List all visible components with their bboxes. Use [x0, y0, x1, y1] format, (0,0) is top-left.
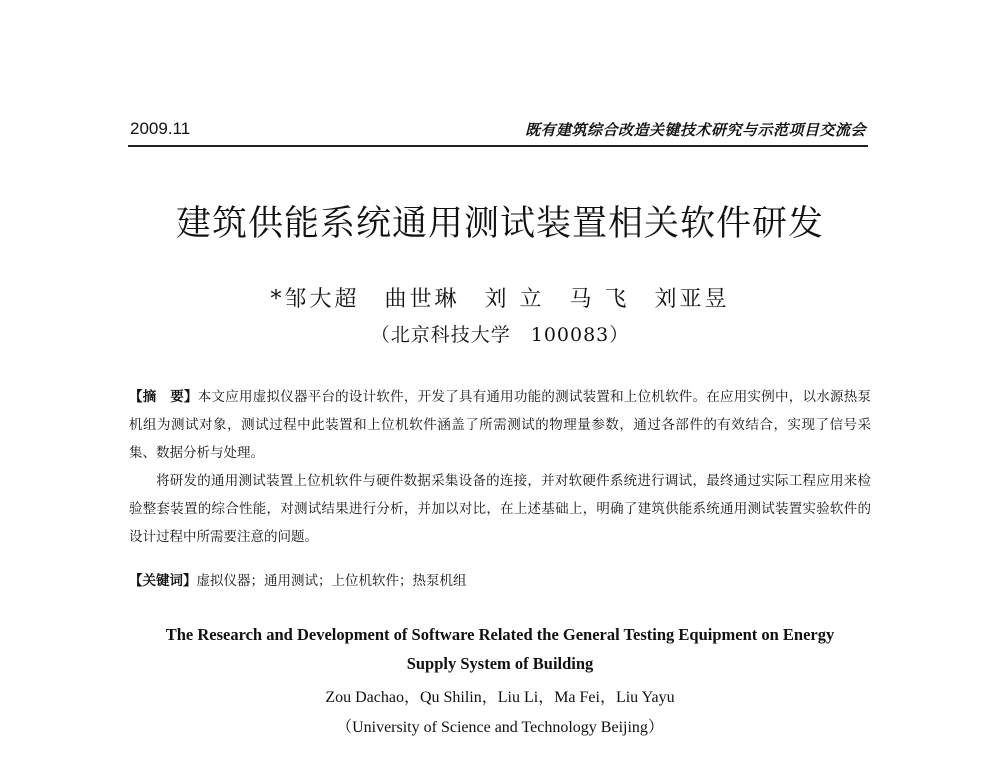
- conference-name: 既有建筑综合改造关键技术研究与示范项目交流会: [524, 121, 866, 139]
- paper-title-cn: 建筑供能系统通用测试装置相关软件研发: [175, 204, 824, 244]
- issue-date: 2009.11: [130, 119, 191, 138]
- abstract-text-1: 本文应用虚拟仪器平台的设计软件，开发了具有通用功能的测试装置和上位机软件。在应用实例中，以水源热泵机组为测试对象，测试过程中此装置和上位机软件涵盖了所需测试的物理量参数，通过各部件的有效结合，实现了信号采集、数据分析与处理。: [129, 389, 872, 461]
- abstract-paragraph-1: [129, 383, 871, 467]
- paper-title-en: [110, 620, 890, 678]
- abstract-label: 【摘 要】: [129, 389, 198, 405]
- header-rule: [128, 145, 868, 147]
- affiliation-cn: （北京科技大学 100083）: [370, 324, 630, 346]
- paper-title-en-line-1: The Research and Development of Software Related the General Testing Equipment on Energy: [165, 625, 835, 644]
- authors-en: Zou Dachao，Qu Shilin，Liu Li，Ma Fei，Liu Yayu: [325, 689, 675, 706]
- abstract: [129, 383, 871, 551]
- affiliation-en: （University of Science and Technology Beijing）: [336, 719, 664, 736]
- keywords: [129, 567, 871, 595]
- abstract-paragraph-2: 将研发的通用测试装置上位机软件与硬件数据采集设备的连接，并对软硬件系统进行调试，最终通过实际工程应用来检验整套装置的综合性能，对测试结果进行分析，并加以对比，在上述基础上，明确了建筑供能系统通用测试装置实验软件的设计过程中所需要注意的问题。: [129, 473, 871, 545]
- keywords-label: 【关键词】: [129, 573, 197, 589]
- authors-cn: *邹大超 曲世琳 刘 立 马 飞 刘亚昱: [270, 287, 730, 312]
- keywords-text: 虚拟仪器；通用测试；上位机软件；热泵机组: [196, 573, 467, 589]
- running-header: [130, 119, 868, 147]
- paper-title-en-line-2: Supply System of Building: [406, 654, 594, 673]
